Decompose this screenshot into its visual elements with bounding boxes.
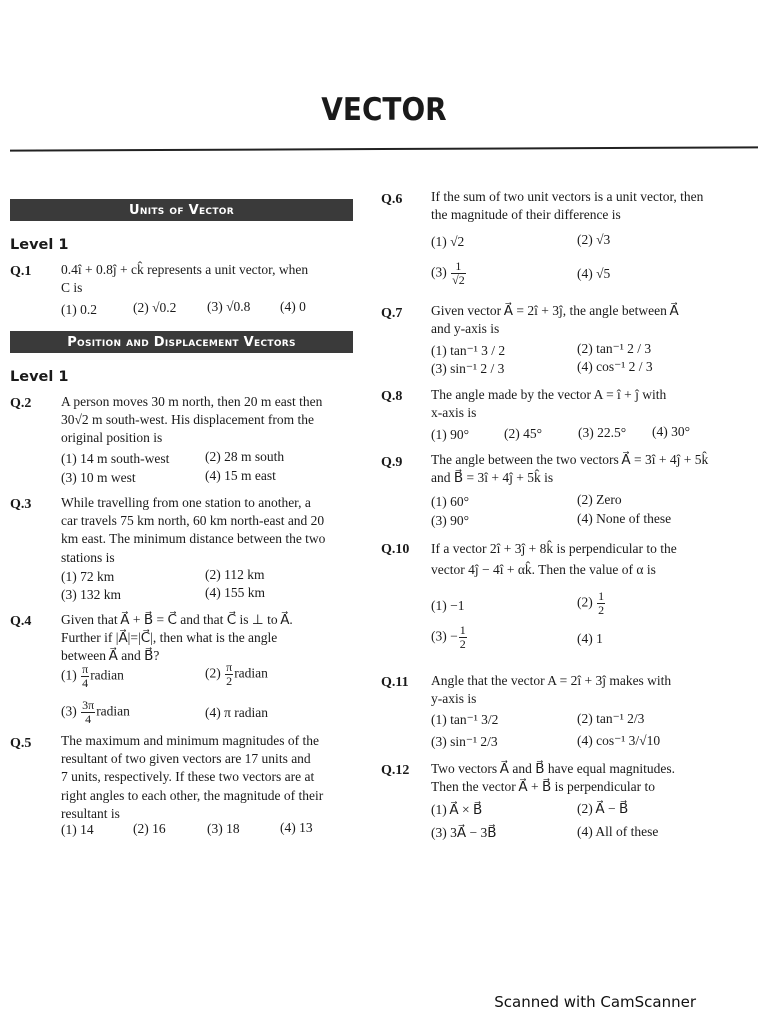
q7-option-4: (4) cos⁻¹ 2 / 3 [577, 359, 653, 374]
q9-option-3: (3) 90° [431, 513, 470, 528]
question-number: Q.1 [10, 264, 32, 279]
question-number: Q.6 [381, 192, 403, 207]
q3-option-4: (4) 155 km [205, 585, 265, 600]
q6-option-2: (2) √3 [577, 232, 611, 247]
q6-option-4: (4) √5 [577, 266, 611, 281]
q8-option-3: (3) 22.5° [578, 425, 627, 440]
question-number: Q.3 [10, 497, 32, 512]
q1-option-4: (4) 0 [280, 299, 306, 314]
question-5-text: The maximum and minimum magnitudes of the resultant of two given vectors are 17 units and 7 units, respectively. If these two vectors are at right angles to each other, the magnitude of their resultant is [61, 733, 324, 821]
q3-option-2: (2) 112 km [205, 567, 265, 582]
q11-option-1: (1) tan⁻¹ 3/2 [431, 712, 499, 727]
q7-option-3: (3) sin⁻¹ 2 / 3 [431, 361, 505, 376]
q5-option-4: (4) 13 [280, 820, 313, 835]
question-10-text: If a vector 2î + 3ĵ + 8k̂ is perpendicular to the vector 4ĵ − 4î + αk̂. Then the value of α is [431, 541, 677, 577]
q1-option-1: (1) 0.2 [61, 302, 97, 317]
q1-option-2: (2) √0.2 [133, 300, 177, 315]
section-header-units: Units of Vector [10, 199, 353, 221]
q12-option-2: (2) A⃗ − B⃗ [577, 801, 629, 816]
q12-option-1: (1) A⃗ × B⃗ [431, 802, 483, 817]
q12-option-4: (4) All of these [577, 824, 659, 839]
q8-option-2: (2) 45° [504, 426, 543, 441]
q9-option-4: (4) None of these [577, 511, 672, 526]
q2-option-3: (3) 10 m west [61, 470, 136, 485]
q5-option-3: (3) 18 [207, 821, 240, 836]
q3-option-1: (1) 72 km [61, 569, 115, 584]
question-number: Q.8 [381, 389, 403, 404]
question-number: Q.11 [381, 675, 409, 690]
q8-option-1: (1) 90° [431, 427, 470, 442]
question-number: Q.9 [381, 455, 403, 470]
question-3-text: While travelling from one station to another, a car travels 75 km north, 60 km north-east and 20 km east. The minimum distance between the two stations is [61, 495, 326, 565]
q4-option-4: (4) π radian [205, 705, 269, 720]
q4-option-1: (1) $\frac{\pi}{4}$ radian [61, 662, 124, 690]
question-number: Q.2 [10, 396, 32, 411]
level-heading: Level 1 [10, 237, 69, 253]
q1-option-3: (3) √0.8 [207, 299, 251, 314]
question-12-text: Two vectors A⃗ and B⃗ have equal magnitudes. Then the vector A⃗ + B⃗ is perpendicular to [431, 761, 675, 795]
level-heading: Level 1 [10, 369, 69, 385]
scanner-watermark: Scanned with CamScanner [494, 993, 696, 1011]
q9-option-2: (2) Zero [577, 492, 622, 507]
question-7-text: Given vector A⃗ = 2î + 3ĵ, the angle between A⃗ and y-axis is [431, 303, 679, 337]
question-number: Q.4 [10, 614, 32, 629]
q10-option-2: (2) $\frac{1}{2}$ [577, 589, 605, 617]
q10-option-1: (1) −1 [431, 598, 465, 613]
question-1-text: 0.4î + 0.8ĵ + ck̂ represents a unit vector, when C is [61, 262, 309, 296]
q7-option-2: (2) tan⁻¹ 2 / 3 [577, 341, 652, 356]
q4-option-2: (2) $\frac{\pi}{2}$ radian [205, 660, 268, 688]
q2-option-1: (1) 14 m south-west [61, 451, 170, 466]
question-11-text: Angle that the vector A = 2î + 3ĵ makes with y-axis is [431, 673, 672, 707]
q11-option-2: (2) tan⁻¹ 2/3 [577, 711, 645, 726]
q5-option-1: (1) 14 [61, 822, 94, 837]
q9-option-1: (1) 60° [431, 494, 470, 509]
question-8-text: The angle made by the vector A = î + ĵ with x-axis is [431, 387, 667, 421]
question-number: Q.5 [10, 736, 32, 751]
section-header-position: Position and Displacement Vectors [10, 331, 353, 353]
q12-option-3: (3) 3A⃗ − 3B⃗ [431, 825, 497, 840]
question-number: Q.12 [381, 763, 410, 778]
question-4-text: Given that A⃗ + B⃗ = C⃗ and that C⃗ is ⊥ to A⃗. Further if |A⃗|=|C⃗|, then what is the angle between A⃗ and B⃗? [61, 612, 293, 664]
question-2-text: A person moves 30 m north, then 20 m east then 30√2 m south-west. His displacement from the original position is [61, 394, 323, 446]
q11-option-3: (3) sin⁻¹ 2/3 [431, 734, 498, 749]
question-9-text: The angle between the two vectors A⃗ = 3î + 4ĵ + 5k̂ and B⃗ = 3î + 4ĵ + 5k̂ is [431, 452, 709, 486]
q2-option-4: (4) 15 m east [205, 468, 276, 483]
q6-option-3: (3) $\frac{1}{√2}$ [431, 259, 465, 287]
q5-option-2: (2) 16 [133, 821, 166, 836]
question-6-text: If the sum of two unit vectors is a unit vector, then the magnitude of their difference is [431, 189, 704, 223]
page-title: VECTOR [321, 92, 447, 128]
question-number: Q.7 [381, 306, 403, 321]
q7-option-1: (1) tan⁻¹ 3 / 2 [431, 343, 506, 358]
title-rule [10, 146, 758, 151]
q4-option-3: (3) $\frac{3\pi}{4}$ radian [61, 698, 130, 726]
q2-option-2: (2) 28 m south [205, 449, 285, 464]
q10-option-4: (4) 1 [577, 631, 603, 646]
q10-option-3: (3) − $\frac{1}{2}$ [431, 623, 466, 651]
question-number: Q.10 [381, 542, 410, 557]
q11-option-4: (4) cos⁻¹ 3/√10 [577, 733, 661, 748]
q3-option-3: (3) 132 km [61, 587, 121, 602]
q8-option-4: (4) 30° [652, 424, 691, 439]
q6-option-1: (1) √2 [431, 234, 465, 249]
